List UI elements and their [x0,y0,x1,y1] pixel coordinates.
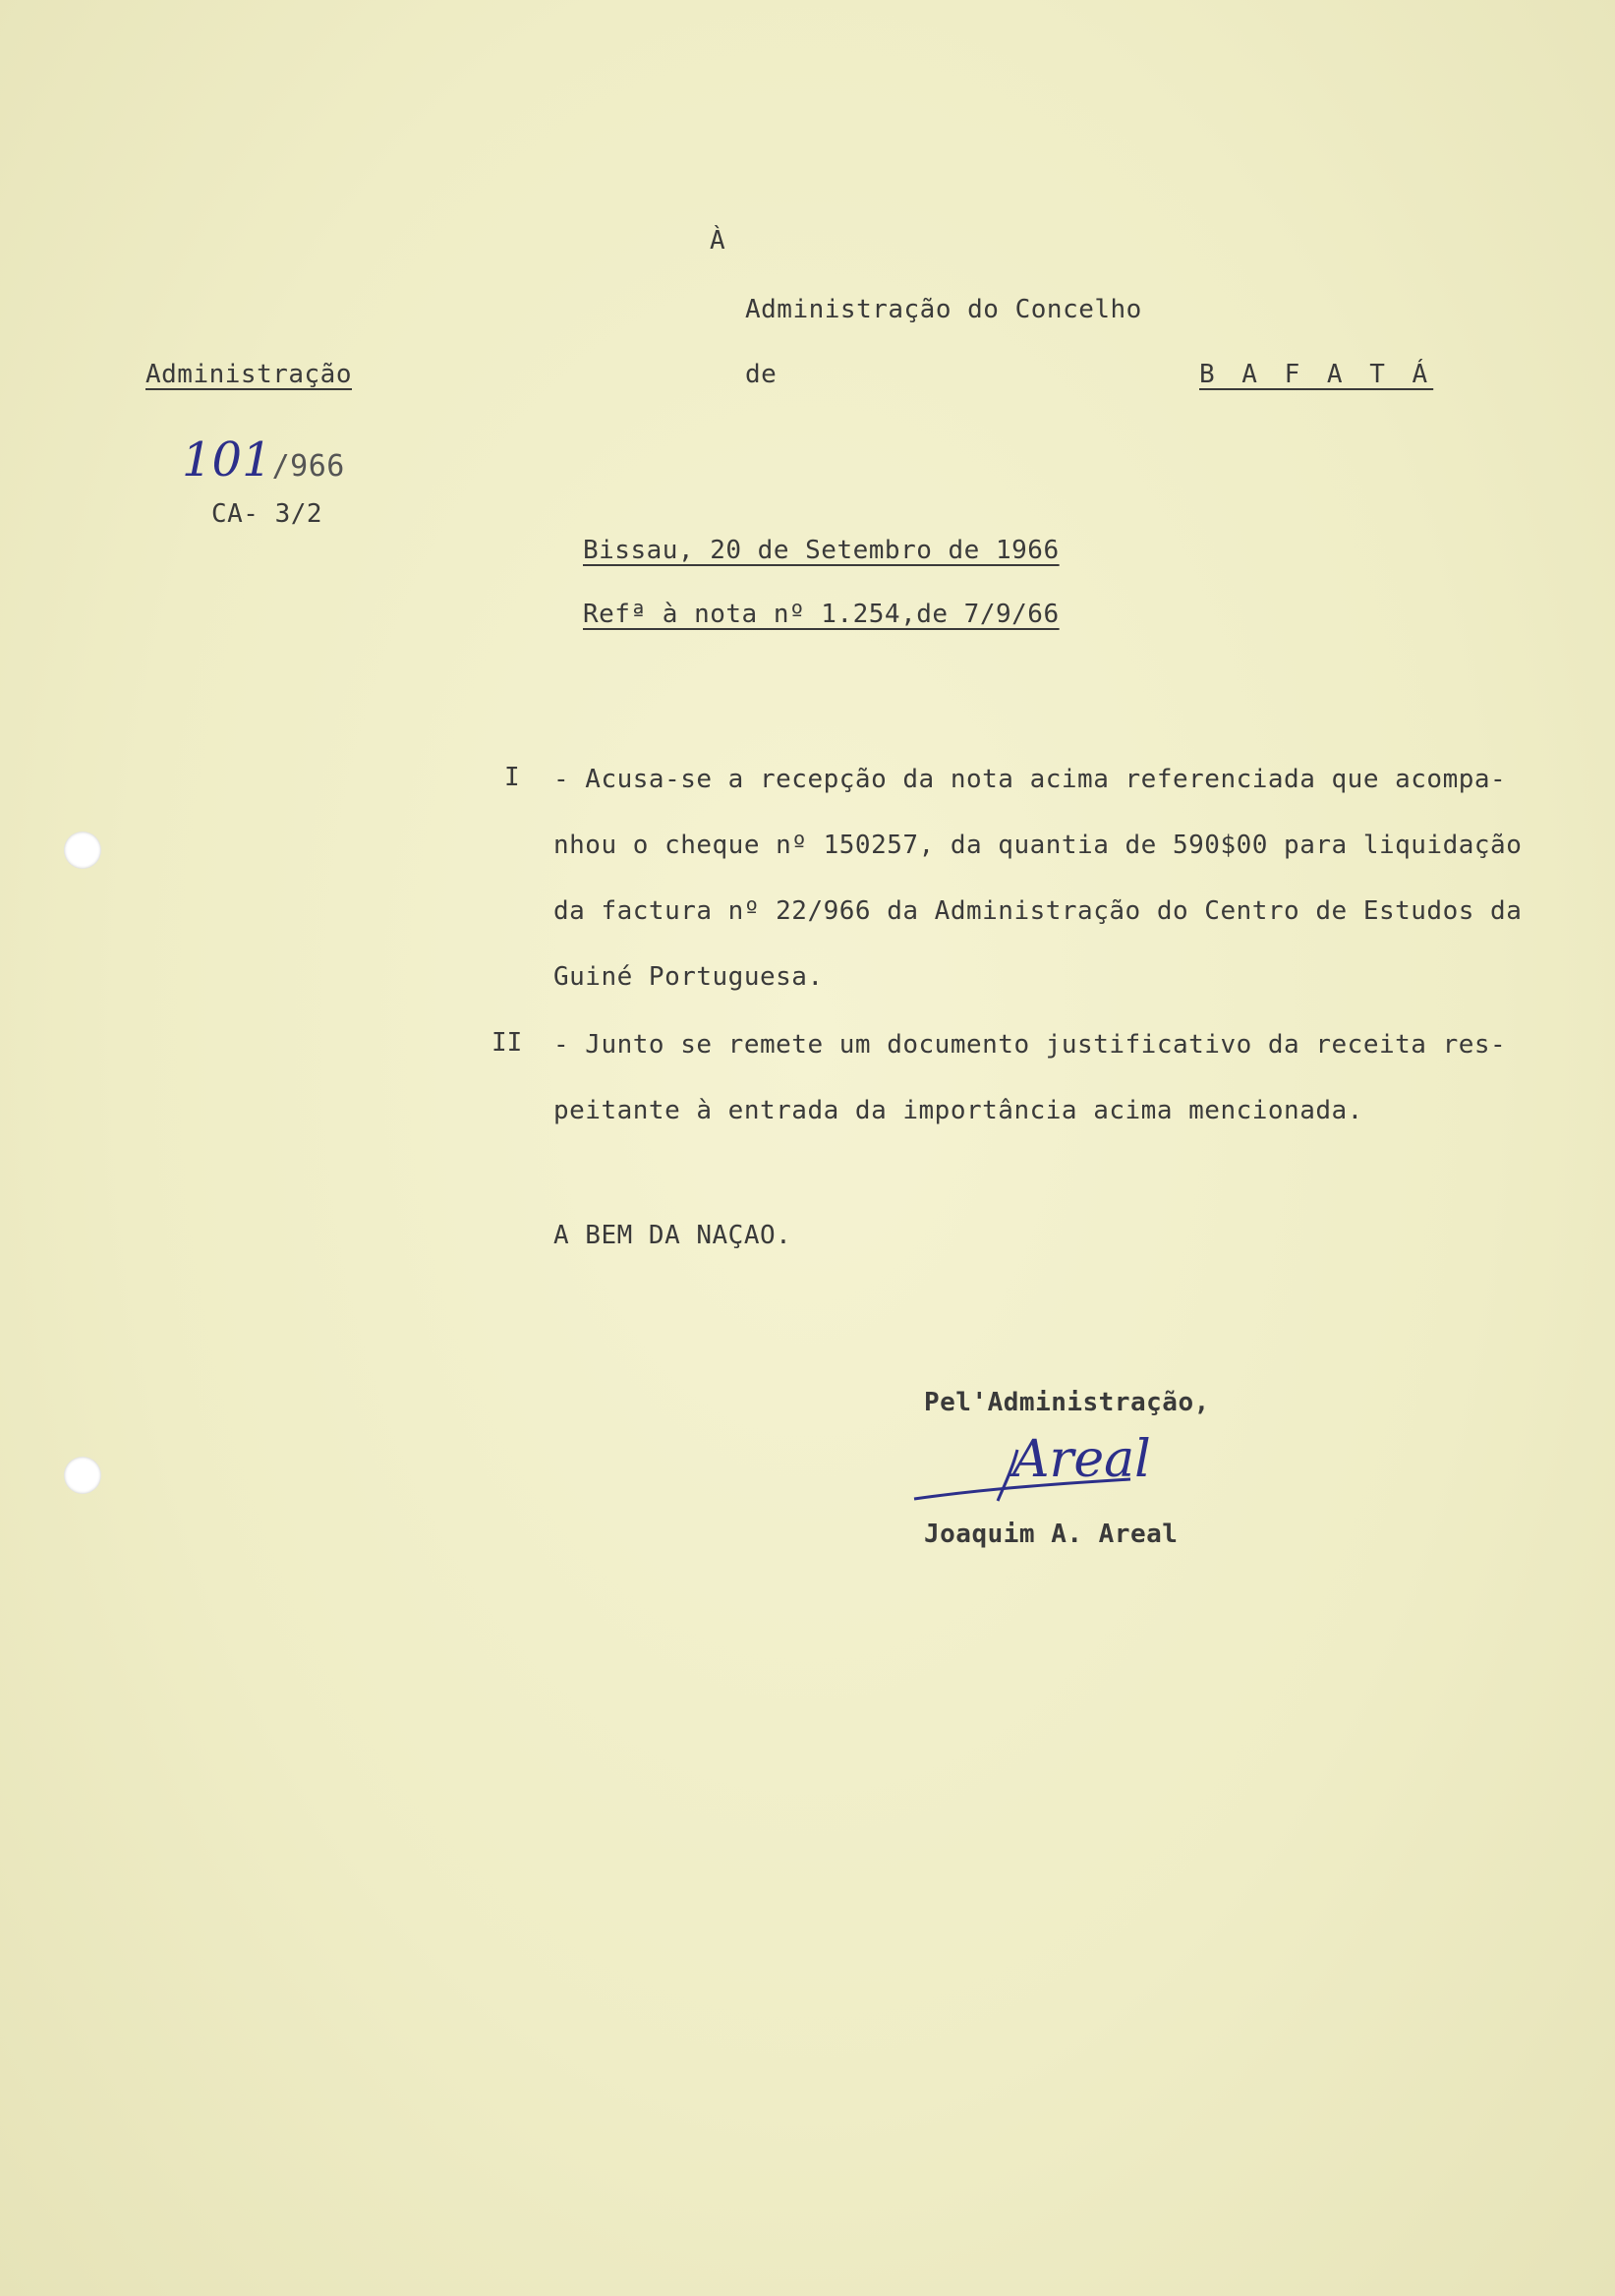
punch-hole-top [64,832,101,869]
paragraph-number-2: II [491,1028,523,1058]
addressee-place: B A F A T Á [1199,360,1434,389]
signatory-name: Joaquim A. Areal [924,1520,1179,1549]
paragraph-2 [553,1012,1546,1144]
closing-formula: A BEM DA NAÇAO. [553,1221,792,1250]
paragraph-2-line-1: - Junto se remete um documento justificativo da receita res- [553,1030,1507,1060]
addressee-prefix: À [710,226,726,256]
on-behalf-line: Pel'Administração, [924,1388,1210,1417]
handwritten-number: 101 [182,432,272,488]
classification: CA- 3/2 [211,499,323,529]
paragraph-1 [553,747,1546,1010]
addressee-line1: Administração do Concelho [745,295,1142,324]
punch-hole-bottom [64,1457,101,1494]
reference-number [182,432,345,488]
paragraph-1-line-4: Guiné Portuguesa. [553,962,824,992]
addressee-de: de [745,360,778,389]
reference-year: /966 [271,449,345,484]
paragraph-number-1: I [504,763,520,792]
paragraph-2-line-2: peitante à entrada da importância acima mencionada. [553,1096,1363,1125]
signature-text: Areal [1012,1430,1151,1489]
reference-note: Refª à nota nº 1.254,de 7/9/66 [583,600,1060,629]
place-date: Bissau, 20 de Setembro de 1966 [583,536,1060,565]
paragraph-1-line-1: - Acusa-se a recepção da nota acima referenciada que acompa- [553,765,1507,794]
paragraph-1-line-3: da factura nº 22/966 da Administração do Centro de Estudos da [553,896,1523,926]
sender-label: Administração [145,360,352,389]
paragraph-1-line-2: nhou o cheque nº 150257, da quantia de 590$00 para liquidação [553,831,1523,860]
signature-scribble [904,1430,1219,1509]
